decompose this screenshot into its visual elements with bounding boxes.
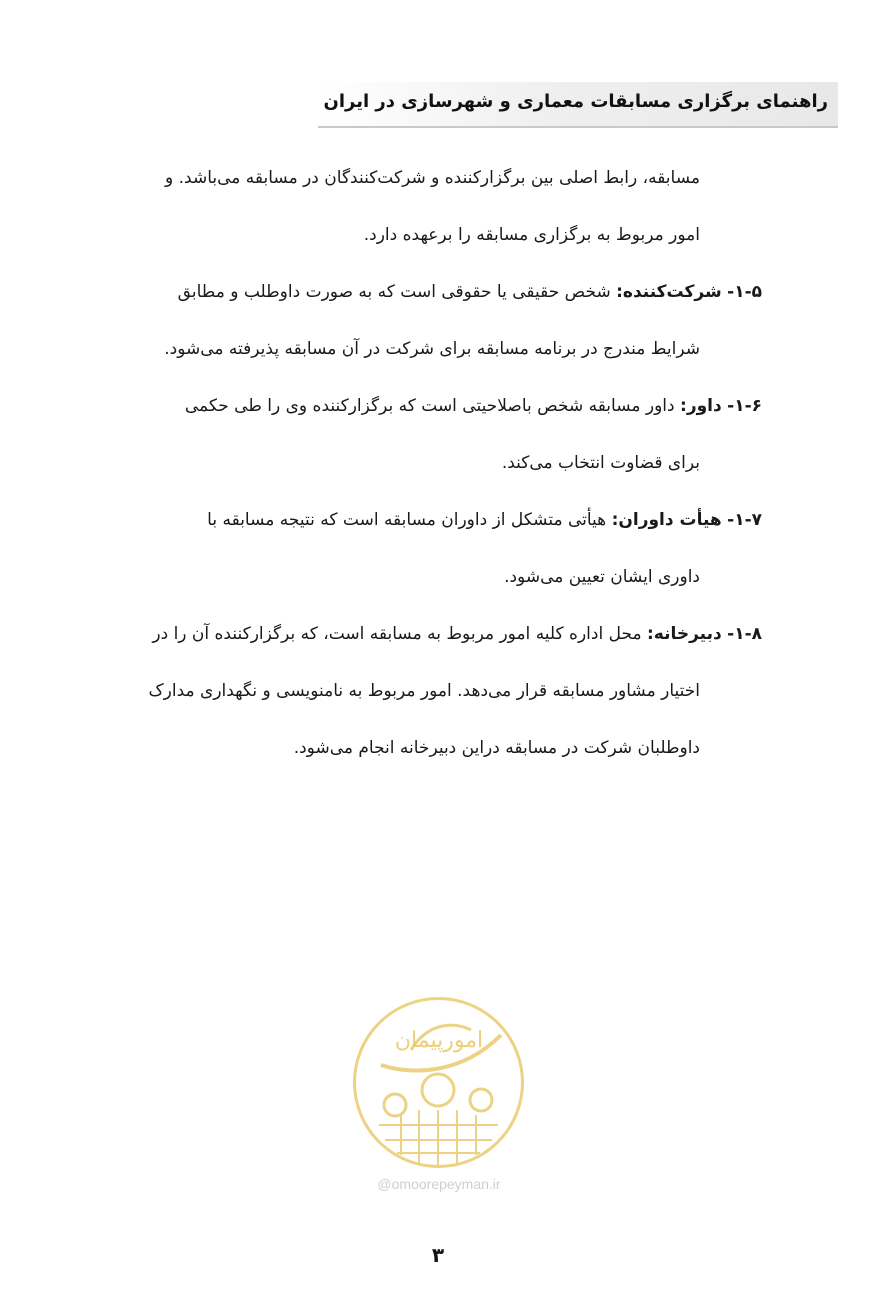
definition-term: داور:: [680, 396, 722, 416]
definition-line-3: داوطلبان شرکت در مسابقه دراین دبیرخانه انجام می‌شود.: [293, 738, 700, 758]
definition-term: دبیرخانه:: [646, 624, 722, 644]
definition-1-5: [95, 264, 762, 378]
continuation-line-2: امور مربوط به برگزاری مسابقه را برعهده دارد.: [363, 225, 700, 245]
definition-1-6: [95, 378, 762, 492]
definition-line-1: شخص حقیقی یا حقوقی است که به صورت داوطلب و مطابق: [177, 282, 611, 302]
definition-line-1: محل اداره کلیه امور مربوط به مسابقه است، که برگزارکننده آن را در: [152, 624, 642, 644]
stamp-text: امورپیمان: [394, 1028, 484, 1053]
definition-line-2: اختیار مشاور مسابقه قرار می‌دهد. امور مربوط به نامنویسی و نگهداری مدارک: [148, 681, 700, 701]
stamp-site-text: @omoorepeyman.ir: [377, 1176, 501, 1192]
page-number: ۳: [431, 1243, 445, 1267]
body-text: [95, 150, 762, 777]
definition-line-1: هیأتی متشکل از داوران مسابقه است که نتیجه مسابقه با: [207, 510, 607, 530]
definition-number: ۱-۸-: [727, 624, 762, 644]
header-title: راهنمای برگزاری مسابقات معماری و شهرسازی در ایران: [323, 91, 828, 112]
definition-number: ۱-۶-: [727, 396, 762, 416]
definition-line-1: داور مسابقه شخص باصلاحیتی است که برگزارکننده وی را طی حکمی: [184, 396, 675, 416]
definition-line-2: داوری ایشان تعیین می‌شود.: [504, 567, 700, 587]
definition-number: ۱-۵-: [727, 282, 762, 302]
definition-term: شرکت‌کننده:: [616, 282, 722, 302]
continuation-line-1: مسابقه، رابط اصلی بین برگزارکننده و شرکت‌کنندگان در مسابقه می‌باشد. و: [165, 168, 700, 188]
running-header: [318, 82, 838, 128]
definition-number: ۱-۷-: [727, 510, 762, 530]
watermark-stamp-logo: [351, 995, 526, 1170]
definition-line-2: برای قضاوت انتخاب می‌کند.: [501, 453, 700, 473]
definition-1-8: [95, 606, 762, 777]
continuation-paragraph: [95, 150, 762, 264]
definition-term: هیأت داوران:: [611, 510, 722, 530]
definition-1-7: [95, 492, 762, 606]
definition-line-2: شرایط مندرج در برنامه مسابقه برای شرکت در آن مسابقه پذیرفته می‌شود.: [164, 339, 700, 359]
